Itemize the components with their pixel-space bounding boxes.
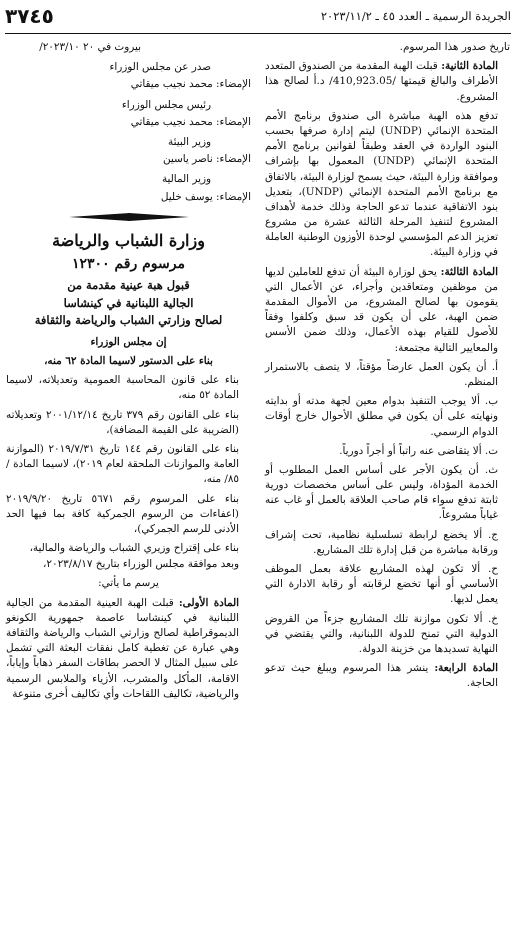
signature-4: الإمضاء: يوسف خليل: [160, 190, 251, 203]
criteria-item-a: أ. أن يكون العمل عارضاً مؤقتاً، لا يتصف بالاستمرار المنظم.: [265, 360, 498, 388]
signature-3: الإمضاء: ناصر ياسين: [163, 153, 251, 166]
signature-2: الإمضاء: محمد نجيب ميقاتي: [130, 115, 251, 128]
article-2: [265, 59, 510, 105]
council-heading: إن مجلس الوزراء: [90, 335, 167, 348]
page-number: ٣٧٤٥: [5, 3, 54, 28]
decrees-heading: يرسم ما يأتي:: [98, 577, 159, 590]
pm-title: رئيس مجلس الوزراء: [121, 98, 211, 111]
basis-4: بناء على المرسوم رقم ٥٦٧١ تاريخ ٢٠١٩/٩/٢٠ (اعفاءات من الرسوم الجمركية كافة بما فيها الحد الأدنى للرسم الجمركي)،: [6, 492, 239, 535]
basis-1: بناء على قانون المحاسبة العمومية وتعديلاته، لاسيما المادة ٥٢ منه،: [6, 374, 239, 402]
basis-constitution: بناء على الدستور لاسيما المادة ٦٢ منه،: [44, 355, 213, 367]
right-column: [265, 40, 510, 696]
publication-info: الجريدة الرسمية ـ العدد ٤٥ ـ ٢٠٢٣/١١/٢: [320, 9, 511, 24]
left-column: [6, 40, 251, 706]
article-1-label: المادة الأولى:: [178, 596, 239, 609]
article-3-label: المادة الثالثة:: [440, 265, 498, 278]
article-3-text: يحق لوزارة البيئة أن تدفع للعاملين لديها من موظفين ومتعاقدين وأجراء، عن الأعمال التي يقومون بها لصالح المشروع، من الأموال المقدمة ضمن الهبة، على أن يكون قد سبق وكلفوا وفقاً للأصول للقيام بهذه الأعمال، وذلك ضمن الأسس والمعايير التالية مجتمعة:: [265, 265, 498, 354]
article-4-text: ينشر هذا المرسوم ويبلغ حيث تدعو الحاجة.: [265, 662, 498, 690]
decree-subject-line-2: الجالية اللبنانية في كينشاسا: [63, 295, 194, 310]
ministry-title: وزارة الشباب والرياضة: [52, 230, 205, 250]
basis-5: بناء على إقتراح وزيري الشباب والرياضة والمالية،: [29, 542, 239, 555]
article-2-text: قبلت الهبة المقدمة من الصندوق المتعدد الأطراف والبالغ قيمتها /410,923.05/ د.أ لصالح هذا المشروع.: [265, 60, 499, 103]
decree-subject-line-1: قبول هبة عينية مقدمة من: [67, 278, 190, 293]
criteria-item-c: ت. ألا يتقاضى عنه راتباً أو أجراً دورياً.: [339, 444, 498, 457]
criteria-item-f: ح. ألا تكون لهذه المشاريع علاقة بعمل الموظف الأساسي أو أنها تخضع لرقابته أو رقابة الادارة التي يعمل لديها.: [265, 563, 498, 606]
decree-subject-line-3: لصالح وزارتي الشباب والرياضة والثقافة: [34, 312, 223, 327]
article-3: [265, 265, 510, 356]
criteria-item-d: ث. أن يكون الأجر على أساس العمل المطلوب أو الخدمة المؤداة، وليس على أساس مخصصات دورية ثابتة تدفع سواء قام صاحب العلاقة بالعمل أو غاب عنه غياباً مشروعاً.: [265, 463, 498, 522]
decree-number: مرسوم رقم ١٢٣٠٠: [72, 256, 185, 273]
basis-6: وبعد موافقة مجلس الوزراء بتاريخ ٢٠٢٣/٨/١٧،: [43, 558, 239, 571]
article-1: [6, 596, 251, 702]
article-4-label: المادة الرابعة:: [434, 662, 498, 675]
divider-ornament-icon: [69, 212, 189, 222]
signature-1: الإمضاء: محمد نجيب ميقاتي: [130, 78, 251, 91]
criteria-item-g: خ. ألا تكون موازنة تلك المشاريع جزءاً من القروض الدولية التي تمنح للدولة اللبنانية، والتي يقتضي في النهاية تسديدها من خزينة الدولة.: [265, 612, 498, 655]
env-minister-title: وزير البيئة: [168, 135, 211, 148]
issued-by: صدر عن مجلس الوزراء: [109, 61, 211, 74]
criteria-item-b: ب. ألا يوجب التنفيذ بدوام معين لجهة مدته أو بدايته ونهايته على أن يكون في مطلق الأحوال خارج أوقات الدوام الرسمي.: [265, 395, 498, 438]
basis-2: بناء على القانون رقم ٣٧٩ تاريخ ٢٠٠١/١٢/١٤ وتعديلاته (الضريبة على القيمة المضافة)،: [6, 408, 240, 436]
criteria-item-e: ج. ألا يخضع لرابطة تسلسلية نظامية، تحت إشراف ورقابة مباشرة من قبل إدارة تلك المشاريع.: [265, 528, 498, 556]
section-divider: [6, 211, 251, 223]
place-date: بيروت في ٢٠ ٢٠٢٣/١٠/: [39, 41, 141, 53]
fin-minister-title: وزير المالية: [161, 173, 211, 186]
page-header: [5, 0, 511, 34]
article-2-label: المادة الثانية:: [441, 60, 498, 73]
paragraph-intro: تاريخ صدور هذا المرسوم.: [399, 41, 510, 53]
article-1-text: قبلت الهبة العينية المقدمة من الجالية اللبنانية في كينشاسا عاصمة جمهورية الكونغو الديموقراطية لصالح وزارتي الشباب والرياضة والثقافة وهي عبارة عن تغطية كامل نفقات البعثة التي تشمل على سبيل المثال لا الحصر بطاقات السفر ذهاباً وإياباً، الاقامة، المأكل والمشرب، الأزياء والملابس الرسمية والرياضية، تكاليف اللقاحات وأي تكاليف أخرى متنوعة: [6, 596, 239, 700]
basis-3: بناء على القانون رقم ١٤٤ تاريخ ٢٠١٩/٧/٣١ (الموازنة العامة والموازنات الملحقة لعام ٢٠١٩)، لاسيما المادة /٨٥/ منه،: [6, 442, 240, 486]
paragraph-grant-payment: تدفع هذه الهبة مباشرة الى صندوق برنامج الأمم المتحدة الإنمائي (UNDP) ليتم إدارة صرفها بحسب البنود الواردة في العقد وطبقاً لقوانين برنامج الأمم المتحدة الإنمائي (UNDP) المعمول بها بإشراف وموافقة وزارة البيئة، حيث يسمح لوزارة البيئة، بالاتفاق مع برنامج الأمم المتحدة الإنمائي (UNDP)، بتعديل بنود الاتفاقية عندما تدعو الحاجة وذلك خدمة لأهداف المشروع لتنفيذ المرحلة الثالثة عشرة من مشروع تعزيز الدعم المؤسسي لوحدة الأوزون الوطنية العاملة في وزارة البيئة.: [265, 109, 499, 259]
article-4: [265, 661, 510, 691]
